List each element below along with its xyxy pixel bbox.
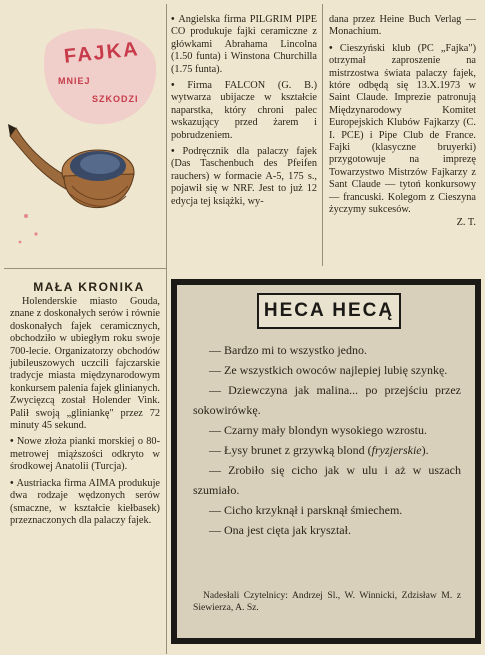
heca-lines <box>193 340 461 540</box>
kronika-item-gouda: Holenderskie miasto Gouda, znane z doskonałych serów i równie doskonałych fajek ceramicznych, obchodziło w ubiegłym roku swoje 700-lecie. Organizatorzy obchodów jubileuszowych uczcili fajczarskie tradycje miasta międzynarodowym konkursem palenia fajek glinianych. Zwycięzcą został Holender Vink. Palił swoją „gliniankę" przez 72 minuty 45 sekund. <box>10 296 160 432</box>
heca-line: — Zrobiło się cicho jak w ulu i aż w uszach szumiało. <box>193 463 461 497</box>
column-top-middle <box>171 14 317 208</box>
heca-line: — Cicho krzyknął i parsknął śmiechem. <box>209 503 403 517</box>
kronika-item-aima: • Austriacka firma AIMA produkuje dwa rodzaje wędzonych serów (smaczne, w kształcie kiełbasek) przeznaczonych dla palaczy fajek. <box>10 478 160 528</box>
heca-line: — Czarny mały blondyn wysokiego wzrostu. <box>209 423 427 437</box>
section-title: MAŁA KRONIKA <box>33 280 145 294</box>
illustration-headline: FAJKA <box>63 38 141 68</box>
heca-line <box>193 440 461 460</box>
news-item-handbook-continued: dana przez Heine Buch Verlag — Monachium. <box>329 14 476 38</box>
heca-line: — Dziewczyna jak malina... po przejściu przez sokowirówkę. <box>193 383 461 417</box>
heca-line-part: — Łysy brunet z grzywką blond ( <box>209 443 372 457</box>
news-item-pilgrim: • Angielska firma PILGRIM PIPE CO produkuje fajki ceramiczne z główkami Abrahama Lincolna (1.50 funta) i Winstona Churchilla (1.75 funta). <box>171 14 317 76</box>
heca-title-frame <box>257 293 401 329</box>
heca-line-italic: fryzjerskie <box>371 443 422 457</box>
news-item-handbook: • Podręcznik dla palaczy fajek (Das Taschenbuch des Pfeifen rauchers) w formacie A-5, 175 s., pojawił się w NRF. Jest to już 12 edycja tej książki, wy- <box>171 146 317 208</box>
heca-panel <box>177 285 475 638</box>
heca-line-part: ). <box>421 443 429 457</box>
column-divider-left <box>166 4 167 654</box>
pipe-illustration <box>6 6 160 256</box>
column-top-right <box>329 14 476 229</box>
illustration-sub-line-1: MNIEJ <box>58 76 91 86</box>
column-kronika <box>10 296 160 527</box>
section-divider <box>4 268 166 269</box>
heca-line: — Ona jest cięta jak kryształ. <box>209 523 351 537</box>
heca-box <box>171 279 481 644</box>
heca-line: — Ze wszystkich owoców najlepiej lubię szynkę. <box>209 363 448 377</box>
heca-line: — Bardzo mi to wszystko jedno. <box>209 343 367 357</box>
illustration-sub-line-2: SZKODZI <box>92 94 139 104</box>
heca-credit: Nadesłali Czytelnicy: Andrzej Sl., W. Winnicki, Zdzisław M. z Siewierza, A. Sz. <box>193 590 461 613</box>
kronika-item-meerschaum: • Nowe złoża pianki morskiej o 80-metrowej miąższości odkryto w środkowej Anatolii (Turcja). <box>10 436 160 473</box>
heca-title: HECA HECĄ <box>263 300 395 321</box>
author-signature: Z. T. <box>456 216 476 228</box>
news-item-cieszyn-club: • Cieszyński klub (PC „Fajka") otrzymał zaproszenie na mistrzostwa świata palaczy fajek, które odbędą się 13.X.1973 w Saint Claude. Imprezie patronują Międzynarodowy Komitet Europejskich Klubów Fajkarzy (C. I. PCE) i Pipe Club de France. Fajki (klasyczne bruyerki) przygotowuje na imprezę Towarzystwo Mistrzów Fajkarzy z Sant Claude — tytoń konkursowy — francuski. Kolegom z Cieszyna życzymy sukcesów. <box>329 43 476 217</box>
column-divider-right <box>322 4 323 266</box>
news-item-falcon: • Firma FALCON (G. B.) wytwarza ubijacze w kształcie naparstka, który chroni palec wskazujący przed żarem i pobrudzeniem. <box>171 80 317 142</box>
